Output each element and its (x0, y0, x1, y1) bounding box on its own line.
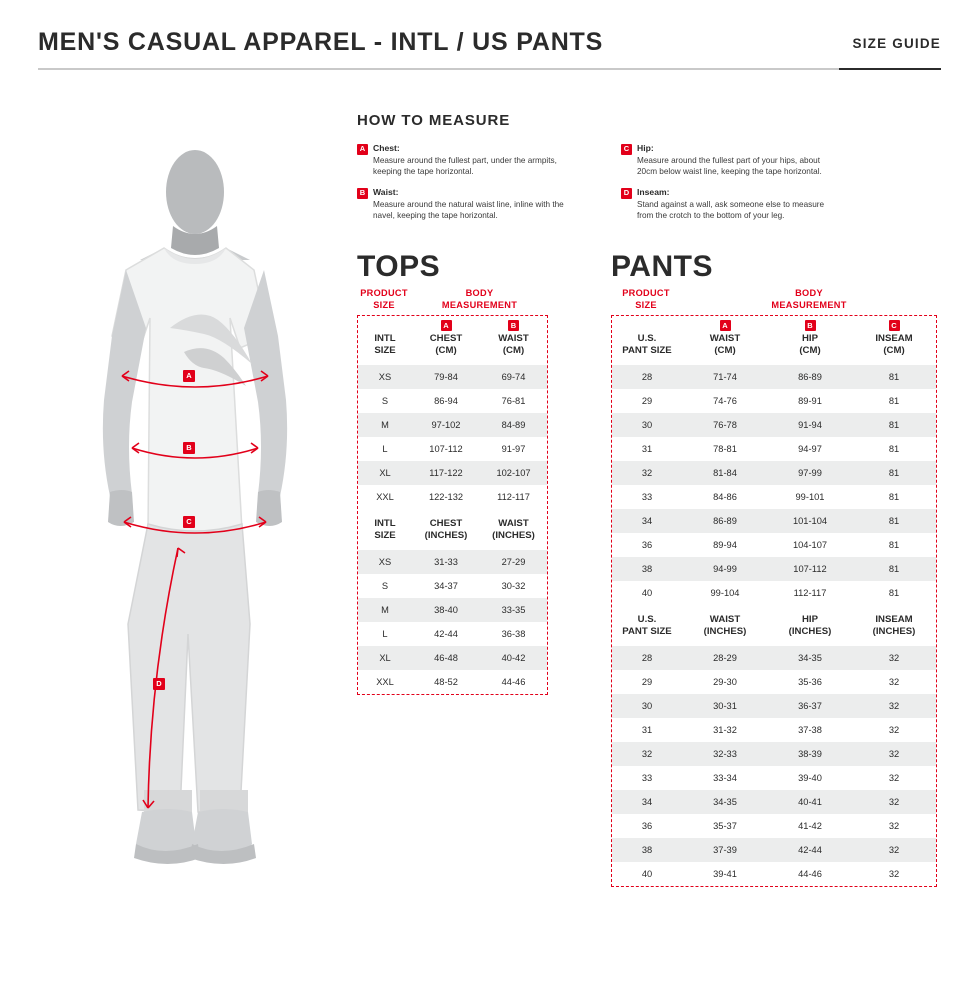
badge-c-icon: C (621, 144, 632, 155)
cell-size: 40 (641, 587, 653, 598)
cell-size: S (381, 395, 389, 406)
cell-size: XXL (376, 491, 394, 502)
cell-size: 31 (641, 443, 653, 454)
cell-inseam: 81 (852, 461, 936, 485)
cell-waist: 34-35 (682, 790, 768, 814)
table-row (358, 389, 547, 413)
model-illustration (60, 140, 330, 880)
pants-header-cm (612, 331, 936, 365)
pants-table (612, 316, 936, 886)
how-to-measure-column-left (357, 143, 577, 230)
cell-waist: 40-42 (480, 646, 547, 670)
cell-hip: 86-89 (768, 365, 852, 389)
cell-inseam: 81 (852, 365, 936, 389)
tops-head-waist-in: WAIST (INCHES) (492, 517, 535, 541)
cell-waist: 99-104 (710, 587, 740, 598)
table-row (612, 766, 936, 790)
cell-inseam: 32 (888, 820, 900, 831)
cell-inseam: 32 (852, 742, 936, 766)
cell-size: 38 (612, 838, 682, 862)
pants-head-size-cm: U.S. PANT SIZE (622, 333, 672, 356)
cell-waist: 32-33 (682, 742, 768, 766)
tops-header-cm (358, 331, 547, 365)
cell-chest: 86-94 (434, 395, 458, 406)
measure-label-chest: Chest: (373, 143, 400, 153)
cell-waist: 78-81 (713, 443, 737, 454)
table-row (358, 670, 547, 694)
badge-b-icon: B (805, 320, 816, 331)
table-row (358, 550, 547, 574)
cell-waist: 94-99 (682, 557, 768, 581)
cell-waist: 33-34 (713, 772, 737, 783)
table-row (358, 437, 547, 461)
tops-head-size-cm: INTL SIZE (374, 333, 396, 356)
cell-size: XL (358, 461, 412, 485)
cell-hip: 44-46 (798, 868, 822, 879)
cell-hip: 37-38 (798, 724, 822, 735)
page-title: MEN'S CASUAL APPAREL - INTL / US PANTS (38, 28, 604, 56)
cell-hip: 36-37 (768, 694, 852, 718)
cell-hip: 41-42 (798, 820, 822, 831)
cell-size: 33 (641, 772, 653, 783)
table-row (612, 581, 936, 605)
cell-hip: 35-36 (798, 676, 822, 687)
pants-table-section (611, 288, 937, 887)
cell-waist: 102-107 (480, 461, 547, 485)
badge-a-icon: A (441, 320, 452, 331)
cell-size: 28 (612, 646, 682, 670)
measure-text-inseam: Stand against a wall, ask someone else to measure from the crotch to the bottom of your leg. (637, 199, 825, 220)
measure-text-waist: Measure around the natural waist line, inline with the navel, keeping the tape horizontal. (373, 199, 564, 220)
pants-head-waist-cm: WAIST (CM) (709, 333, 741, 356)
cell-inseam: 81 (852, 557, 936, 581)
cell-waist: 81-84 (682, 461, 768, 485)
cell-inseam: 81 (852, 413, 936, 437)
tops-head-waist-cm: WAIST (CM) (498, 333, 529, 356)
cell-size: 33 (641, 491, 653, 502)
table-row (612, 437, 936, 461)
cell-hip: 34-35 (768, 646, 852, 670)
table-row (612, 509, 936, 533)
tops-table-section (357, 288, 548, 695)
pants-head-hip-cm: HIP (CM) (799, 333, 821, 356)
header-divider (38, 68, 941, 70)
cell-hip: 94-97 (798, 443, 822, 454)
pants-letter-a-cell (682, 316, 768, 331)
cell-size: 32 (612, 742, 682, 766)
cell-chest: 31-33 (412, 550, 480, 574)
table-row (358, 622, 547, 646)
cell-size: 31 (641, 724, 653, 735)
how-to-measure-section (357, 112, 937, 230)
table-row (612, 670, 936, 694)
badge-a-icon: A (720, 320, 731, 331)
cell-inseam: 81 (852, 509, 936, 533)
measure-item-chest (357, 143, 577, 178)
cell-waist: 89-94 (713, 539, 737, 550)
cell-chest: 107-112 (429, 443, 463, 454)
pants-head-hip-in: HIP (INCHES) (788, 613, 832, 637)
cell-waist: 86-89 (682, 509, 768, 533)
cell-waist: 31-32 (713, 724, 737, 735)
measure-label-hip: Hip: (637, 143, 654, 153)
pants-letter-blank (612, 316, 682, 331)
table-row (358, 598, 547, 622)
cell-size: L (382, 443, 388, 454)
cell-inseam: 32 (888, 676, 900, 687)
cell-size: 32 (612, 461, 682, 485)
cell-hip: 42-44 (768, 838, 852, 862)
cell-chest: 97-102 (412, 413, 480, 437)
tops-head-chest-in: CHEST (INCHES) (424, 517, 468, 541)
pants-letter-c-cell (852, 316, 936, 331)
cell-inseam: 32 (852, 790, 936, 814)
pants-head-waist-in: WAIST (INCHES) (703, 613, 747, 637)
cell-waist: 37-39 (682, 838, 768, 862)
cell-inseam: 32 (852, 694, 936, 718)
how-to-measure-column-right (621, 143, 841, 230)
table-row (612, 646, 936, 670)
badge-b-icon: B (357, 188, 368, 199)
cell-size: S (381, 580, 389, 591)
tops-body-measurement-header: BODY MEASUREMENT (441, 288, 518, 310)
cell-inseam: 32 (888, 868, 900, 879)
cell-waist: 84-86 (713, 491, 737, 502)
cell-size: 34 (612, 790, 682, 814)
measure-item-waist (357, 187, 577, 222)
table-row (612, 718, 936, 742)
cell-waist: 33-35 (480, 598, 547, 622)
cell-chest: 122-132 (428, 491, 464, 502)
tops-letter-a-cell (412, 316, 480, 331)
measure-item-inseam (621, 187, 841, 222)
badge-c-icon: C (889, 320, 900, 331)
cell-size: 38 (612, 557, 682, 581)
cell-size: 36 (641, 539, 653, 550)
cell-size: 28 (612, 365, 682, 389)
cell-waist: 29-30 (713, 676, 737, 687)
cell-size: L (382, 628, 388, 639)
cell-size: 34 (612, 509, 682, 533)
cell-inseam: 32 (888, 724, 900, 735)
cell-chest: 79-84 (412, 365, 480, 389)
cell-hip: 91-94 (768, 413, 852, 437)
table-row (612, 814, 936, 838)
pants-head-inseam-cm: INSEAM (CM) (875, 333, 913, 356)
cell-waist: 28-29 (682, 646, 768, 670)
cell-inseam: 81 (888, 539, 900, 550)
table-row (612, 461, 936, 485)
cell-waist: 69-74 (480, 365, 547, 389)
cell-inseam: 32 (888, 772, 900, 783)
cell-hip: 39-40 (798, 772, 822, 783)
cell-hip: 101-104 (768, 509, 852, 533)
cell-hip: 97-99 (768, 461, 852, 485)
cell-size: M (358, 413, 412, 437)
pants-head-size-in: U.S. PANT SIZE (622, 613, 672, 637)
cell-waist: 39-41 (713, 868, 737, 879)
table-row (358, 461, 547, 485)
how-to-measure-title: HOW TO MEASURE (357, 112, 511, 129)
cell-waist: 71-74 (682, 365, 768, 389)
cell-waist: 112-117 (497, 491, 530, 502)
table-row (612, 413, 936, 437)
figure-letter-c: C (183, 516, 195, 528)
cell-hip: 40-41 (768, 790, 852, 814)
cell-size: 30 (612, 413, 682, 437)
table-row (358, 413, 547, 437)
pants-group-headers (611, 288, 937, 315)
measure-label-inseam: Inseam: (637, 186, 670, 197)
cell-waist: 84-89 (480, 413, 547, 437)
cell-waist: 35-37 (713, 820, 737, 831)
cell-size: XXL (376, 676, 394, 687)
cell-waist: 30-31 (682, 694, 768, 718)
measure-label-waist: Waist: (373, 186, 399, 197)
pants-table-box (611, 315, 937, 887)
measure-text-chest: Measure around the fullest part, under the armpits, keeping the tape horizontal. (373, 156, 557, 177)
figure-letter-b: B (183, 442, 195, 454)
cell-waist: 44-46 (501, 676, 526, 687)
table-row (358, 365, 547, 389)
table-row (612, 557, 936, 581)
pants-letter-b-cell (768, 316, 852, 331)
table-row (358, 485, 547, 509)
cell-waist: 76-78 (682, 413, 768, 437)
size-guide-label: SIZE GUIDE (852, 36, 941, 51)
badge-d-icon: D (621, 188, 632, 199)
cell-chest: 48-52 (434, 676, 458, 687)
tops-group-headers (357, 288, 548, 315)
cell-size: 29 (641, 676, 653, 687)
cell-chest: 34-37 (434, 580, 458, 591)
table-row (358, 574, 547, 598)
cell-inseam: 81 (888, 491, 900, 502)
tops-letter-b-cell (480, 316, 547, 331)
cell-size: M (358, 598, 412, 622)
badge-b-icon: B (508, 320, 519, 331)
figure-letter-a: A (183, 370, 195, 382)
tops-product-size-header: PRODUCT SIZE (360, 288, 408, 310)
cell-waist: 27-29 (480, 550, 547, 574)
tops-head-chest-cm: CHEST (CM) (429, 333, 463, 356)
pants-header-inches (612, 605, 936, 646)
table-row (612, 365, 936, 389)
cell-inseam: 32 (852, 838, 936, 862)
cell-inseam: 81 (888, 587, 900, 598)
cell-size: XS (358, 550, 412, 574)
header-divider-accent (839, 68, 941, 70)
table-row (612, 742, 936, 766)
pants-section-title: PANTS (611, 250, 713, 283)
cell-hip: 107-112 (768, 557, 852, 581)
cell-size: 29 (641, 395, 653, 406)
cell-inseam: 32 (852, 646, 936, 670)
cell-chest: 38-40 (412, 598, 480, 622)
cell-inseam: 81 (888, 395, 900, 406)
pants-letter-row (612, 316, 936, 331)
cell-hip: 99-101 (795, 491, 825, 502)
table-row (612, 533, 936, 557)
cell-size: 40 (641, 868, 653, 879)
table-row (612, 838, 936, 862)
pants-body-measurement-header: BODY MEASUREMENT (771, 288, 847, 310)
table-row (612, 862, 936, 886)
cell-waist: 30-32 (501, 580, 526, 591)
cell-size: XS (358, 365, 412, 389)
cell-waist: 76-81 (501, 395, 526, 406)
cell-waist: 36-38 (501, 628, 526, 639)
tops-letter-blank (358, 316, 412, 331)
cell-hip: 38-39 (768, 742, 852, 766)
cell-chest: 46-48 (412, 646, 480, 670)
pants-head-inseam-in: INSEAM (INCHES) (872, 613, 916, 637)
table-row (358, 646, 547, 670)
pants-product-size-header: PRODUCT SIZE (622, 288, 670, 310)
cell-hip: 104-107 (792, 539, 828, 550)
model-svg (60, 140, 330, 880)
tops-table (358, 316, 547, 694)
cell-inseam: 81 (888, 443, 900, 454)
cell-waist: 74-76 (713, 395, 737, 406)
measure-item-hip (621, 143, 841, 178)
tops-table-box (357, 315, 548, 695)
cell-size: XL (358, 646, 412, 670)
badge-a-icon: A (357, 144, 368, 155)
cell-hip: 112-117 (793, 587, 827, 598)
cell-waist: 91-97 (501, 443, 526, 454)
tops-header-inches (358, 509, 547, 550)
cell-hip: 89-91 (798, 395, 822, 406)
table-row (612, 485, 936, 509)
cell-size: 36 (641, 820, 653, 831)
figure-letter-d: D (153, 678, 165, 690)
tops-letter-row (358, 316, 547, 331)
tops-section-title: TOPS (357, 250, 441, 283)
page-header (38, 24, 941, 72)
cell-size: 30 (612, 694, 682, 718)
cell-chest: 117-122 (412, 461, 480, 485)
table-row (612, 694, 936, 718)
measure-text-hip: Measure around the fullest part of your hips, about 20cm below waist line, keeping the tape horizontal. (637, 156, 822, 177)
table-row (612, 790, 936, 814)
cell-chest: 42-44 (434, 628, 458, 639)
tops-head-size-in: INTL SIZE (374, 517, 396, 541)
table-row (612, 389, 936, 413)
